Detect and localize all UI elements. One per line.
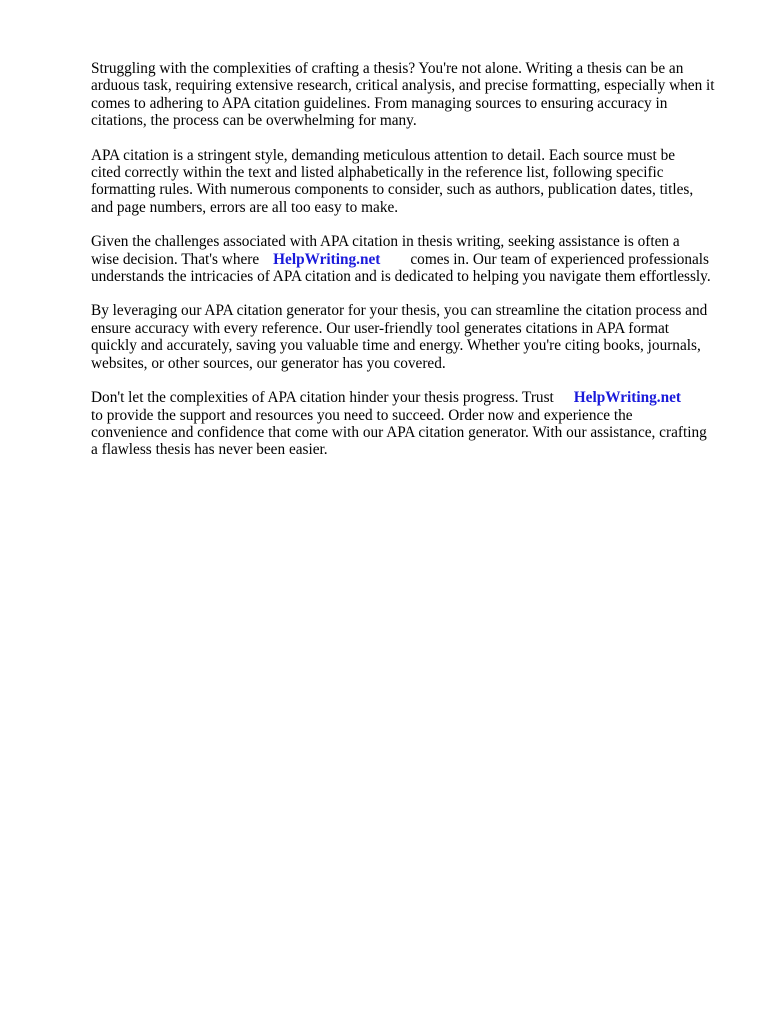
paragraph-closing [91, 389, 731, 459]
text-line: ensure accuracy with every reference. Our user-friendly tool generates citations in APA format [91, 319, 670, 337]
text-line: arduous task, requiring extensive research, critical analysis, and precise formatting, especially when it [91, 77, 715, 95]
text-line: understands the intricacies of APA citation and is dedicated to helping you navigate them effortlessly. [91, 268, 711, 286]
text-line: formatting rules. With numerous components to consider, such as authors, publication dates, titles, [91, 181, 694, 199]
document-body [91, 60, 731, 476]
text-line: APA citation is a stringent style, demanding meticulous attention to detail. Each source must be [91, 146, 676, 164]
helpwriting-link[interactable]: HelpWriting.net [573, 389, 682, 407]
text-line [91, 389, 731, 406]
text-fragment: wise decision. That's where [91, 250, 260, 268]
text-line: a flawless thesis has never been easier. [91, 441, 328, 459]
paragraph-assistance [91, 233, 731, 285]
text-line: Struggling with the complexities of crafting a thesis? You're not alone. Writing a thesis can be an [91, 60, 684, 77]
text-fragment: Don't let the complexities of APA citation hinder your thesis progress. Trust [91, 389, 554, 407]
text-line: comes to adhering to APA citation guidelines. From managing sources to ensuring accuracy in [91, 94, 668, 112]
text-line: Given the challenges associated with APA citation in thesis writing, seeking assistance is often a [91, 233, 680, 251]
paragraph-generator [91, 302, 731, 372]
text-fragment: comes in. Our team of experienced professionals [410, 250, 710, 268]
text-line: citations, the process can be overwhelming for many. [91, 112, 417, 130]
text-line [91, 251, 731, 268]
paragraph-apa-style [91, 147, 731, 217]
helpwriting-link[interactable]: HelpWriting.net [273, 250, 381, 268]
text-line: quickly and accurately, saving you valuable time and energy. Whether you're citing books, journals, [91, 337, 701, 355]
text-line: convenience and confidence that come with our APA citation generator. With our assistance, crafting [91, 423, 707, 441]
paragraph-intro [91, 60, 731, 130]
text-line: and page numbers, errors are all too easy to make. [91, 198, 399, 216]
text-line: websites, or other sources, our generator has you covered. [91, 354, 446, 372]
text-line: cited correctly within the text and listed alphabetically in the reference list, following specific [91, 164, 664, 182]
text-line: to provide the support and resources you need to succeed. Order now and experience the [91, 406, 633, 424]
text-line: By leveraging our APA citation generator for your thesis, you can streamline the citation process and [91, 302, 708, 320]
